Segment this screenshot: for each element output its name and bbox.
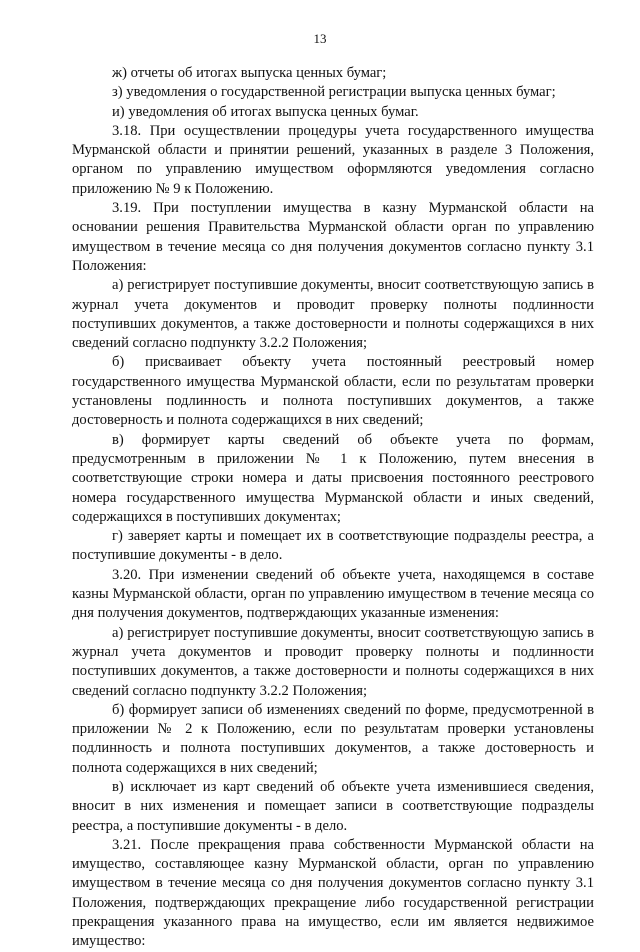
paragraph-item-i: и) уведомления об итогах выпуска ценных бумаг. bbox=[112, 103, 419, 120]
paragraph-3-19: 3.19. При поступлении имущества в казну Мурманской области на основании решения Правительства Мурманской области орган по управлению имуществом в течение месяца со дня получения документов согласно пункту 3.1 Положения: bbox=[72, 200, 594, 274]
paragraph-3-20-b: б) формирует записи об изменениях сведений по форме, предусмотренной в приложении № 2 к Положению, если по результатам проверки установлены подлинность и полнота поступивших документов, а также достоверность и полнота содержащихся в них сведений; bbox=[72, 701, 594, 776]
paragraph-3-20-v: в) исключает из карт сведений об объекте учета изменившиеся сведения, вносит в них изменения и помещает записи в соответствующие подразделы реестра, а поступившие документы - в дело. bbox=[72, 778, 594, 834]
paragraph-3-19-b: б) присваивает объекту учета постоянный реестровый номер государственного имущества Мурманской области, если по результатам проверки установлены подлинность и полнота поступивших документов, а также достоверность и полнота содержащихся в них сведений; bbox=[72, 354, 594, 429]
paragraph-3-21: 3.21. После прекращения права собственности Мурманской области на имущество, составляющее казну Мурманской области, орган по управлению имуществом в течение месяца со дня получения документов согласно пункту 3.1 Положения, подтверждающих прекращение либо государственной регистрации прекращения указанного права на имущество, если им является недвижимое имущество: bbox=[72, 836, 594, 950]
paragraph-item-zh: ж) отчеты об итогах выпуска ценных бумаг; bbox=[112, 65, 387, 81]
paragraph-3-19-a: а) регистрирует поступившие документы, вносит соответствующую запись в журнал учета документов и проводит проверку полноты подлинности поступивших документов, а также достоверности и полноты содержащихся в них сведений согласно подпункту 3.2.2 Положения; bbox=[72, 277, 594, 352]
document-body bbox=[72, 64, 594, 952]
paragraph-3-20: 3.20. При изменении сведений об объекте учета, находящемся в составе казны Мурманской области, орган по управлению имуществом в течение месяца со дня получения документов, подтверждающих указанные изменения: bbox=[72, 566, 594, 622]
paragraph-3-20-a: а) регистрирует поступившие документы, вносит соответствующую запись в журнал учета документов и проводит проверку полноты и подлинности поступивших документов, а также достоверности и полноты содержащихся в них сведений согласно подпункту 3.2.2 Положения; bbox=[72, 624, 594, 699]
page-number: 13 bbox=[313, 31, 327, 46]
paragraph-3-18: 3.18. При осуществлении процедуры учета государственного имущества Мурманской области и принятии решений, указанных в разделе 3 Положения, органом по управлению имуществом оформляются уведомления согласно приложению № 9 к Положению. bbox=[72, 122, 594, 197]
paragraph-item-z: з) уведомления о государственной регистрации выпуска ценных бумаг; bbox=[112, 84, 556, 101]
paragraph-3-19-g: г) заверяет карты и помещает их в соответствующие подразделы реестра, а поступившие документы - в дело. bbox=[72, 528, 594, 564]
paragraph-3-19-v: в) формирует карты сведений об объекте учета по формам, предусмотренным в приложении № 1 к Положению, путем внесения в соответствующие строки номера и даты присвоения постоянного реестрового номера государственного имущества Мурманской области и иных сведений, содержащихся в поступивших документах; bbox=[72, 431, 594, 525]
